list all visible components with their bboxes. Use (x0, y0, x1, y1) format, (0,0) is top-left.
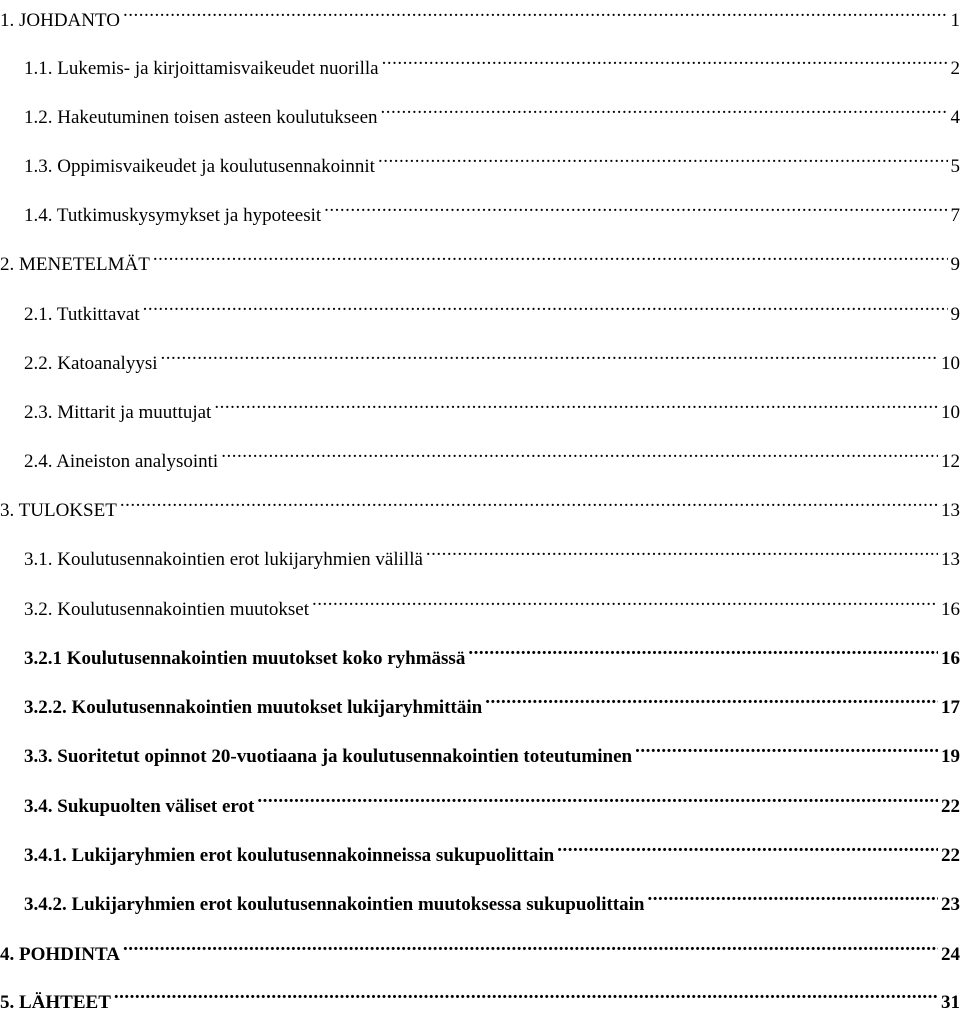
toc-entry-page: 9 (951, 251, 960, 279)
toc-entry-page: 1 (951, 7, 960, 35)
dot-leader (123, 0, 948, 26)
dot-leader (312, 587, 938, 615)
toc-entry-label: 3. TULOKSET (0, 497, 117, 525)
toc-entry[interactable] (0, 95, 960, 123)
toc-entry-page: 7 (951, 202, 960, 230)
toc-entry-label: 2. MENETELMÄT (0, 251, 150, 279)
toc-entry-page: 10 (941, 399, 960, 427)
dot-leader (557, 833, 938, 861)
dot-leader (378, 144, 948, 172)
toc-entry[interactable] (0, 587, 960, 615)
toc-entry[interactable] (0, 734, 960, 762)
toc-entry-page: 13 (941, 497, 960, 525)
toc-entry[interactable] (0, 833, 960, 861)
dot-leader (257, 784, 938, 812)
dot-leader (123, 932, 938, 960)
toc-entry-page: 23 (941, 891, 960, 919)
toc-entry-page: 2 (951, 55, 960, 83)
toc-entry-label: 2.4. Aineiston analysointi (0, 448, 218, 476)
dot-leader (214, 390, 938, 418)
toc-entry[interactable] (0, 439, 960, 467)
toc-entry[interactable] (0, 882, 960, 910)
toc-entry-label: 2.3. Mittarit ja muuttujat (0, 399, 211, 427)
toc-entry-page: 22 (941, 793, 960, 821)
toc-entry-page: 22 (941, 842, 960, 870)
toc-entry-label: 3.2. Koulutusennakointien muutokset (0, 596, 309, 624)
toc-entry-label: 3.4.1. Lukijaryhmien erot koulutusennakoinneissa sukupuolittain (0, 842, 554, 870)
toc-entry-page: 16 (941, 645, 960, 673)
dot-leader (381, 95, 948, 123)
toc-entry[interactable] (0, 0, 960, 26)
toc-entry-label: 1.1. Lukemis- ja kirjoittamisvaikeudet nuorilla (0, 55, 379, 83)
dot-leader (382, 46, 948, 74)
toc-entry-page: 12 (941, 448, 960, 476)
toc-entry[interactable] (0, 932, 960, 960)
toc-entry-page: 17 (941, 694, 960, 722)
toc-entry-label: 1.2. Hakeutuminen toisen asteen koulutukseen (0, 104, 378, 132)
toc-entry-label: 4. POHDINTA (0, 941, 120, 969)
dot-leader (635, 734, 938, 762)
dot-leader (221, 439, 938, 467)
toc-entry[interactable] (0, 144, 960, 172)
dot-leader (324, 193, 947, 221)
toc-entry-label: 1.4. Tutkimuskysymykset ja hypoteesit (0, 202, 321, 230)
toc-entry-page: 4 (951, 104, 960, 132)
dot-leader (153, 242, 948, 270)
toc-entry[interactable] (0, 685, 960, 713)
toc-entry-label: 3.3. Suoritetut opinnot 20-vuotiaana ja koulutusennakointien toteutuminen (0, 743, 632, 771)
toc-entry[interactable] (0, 784, 960, 812)
toc-entry-label: 1. JOHDANTO (0, 7, 120, 35)
toc-entry-label: 3.2.2. Koulutusennakointien muutokset lukijaryhmittäin (0, 694, 482, 722)
toc-entry-page: 9 (951, 301, 960, 329)
dot-leader (468, 636, 938, 664)
toc-entry[interactable] (0, 242, 960, 270)
toc-entry-page: 10 (941, 350, 960, 378)
dot-leader (647, 882, 938, 910)
toc-entry-page: 16 (941, 596, 960, 624)
toc-entry-page: 5 (951, 153, 960, 181)
dot-leader (114, 980, 938, 1008)
toc-entry-label: 5. LÄHTEET (0, 989, 111, 1017)
toc-entry-page: 19 (941, 743, 960, 771)
dot-leader (426, 537, 938, 565)
toc-entry-label: 1.3. Oppimisvaikeudet ja koulutusennakoinnit (0, 153, 375, 181)
toc-entry-label: 3.4.2. Lukijaryhmien erot koulutusennakointien muutoksessa sukupuolittain (0, 891, 644, 919)
dot-leader (143, 292, 948, 320)
toc-entry-page: 13 (941, 546, 960, 574)
dot-leader (120, 488, 938, 516)
toc-entry[interactable] (0, 46, 960, 74)
toc-entry-page: 31 (941, 989, 960, 1017)
dot-leader (161, 341, 938, 369)
toc-entry-label: 2.1. Tutkittavat (0, 301, 140, 329)
toc-entry[interactable] (0, 193, 960, 221)
toc-entry[interactable] (0, 636, 960, 664)
toc-entry-label: 3.4. Sukupuolten väliset erot (0, 793, 254, 821)
toc-entry[interactable] (0, 537, 960, 565)
toc-entry[interactable] (0, 292, 960, 320)
toc-entry-label: 2.2. Katoanalyysi (0, 350, 158, 378)
toc-entry-label: 3.1. Koulutusennakointien erot lukijaryhmien välillä (0, 546, 423, 574)
toc-entry[interactable] (0, 980, 960, 1008)
dot-leader (485, 685, 938, 713)
toc-entry[interactable] (0, 341, 960, 369)
toc-entry-label: 3.2.1 Koulutusennakointien muutokset koko ryhmässä (0, 645, 465, 673)
toc-entry[interactable] (0, 488, 960, 516)
toc-entry-page: 24 (941, 941, 960, 969)
toc-entry[interactable] (0, 390, 960, 418)
